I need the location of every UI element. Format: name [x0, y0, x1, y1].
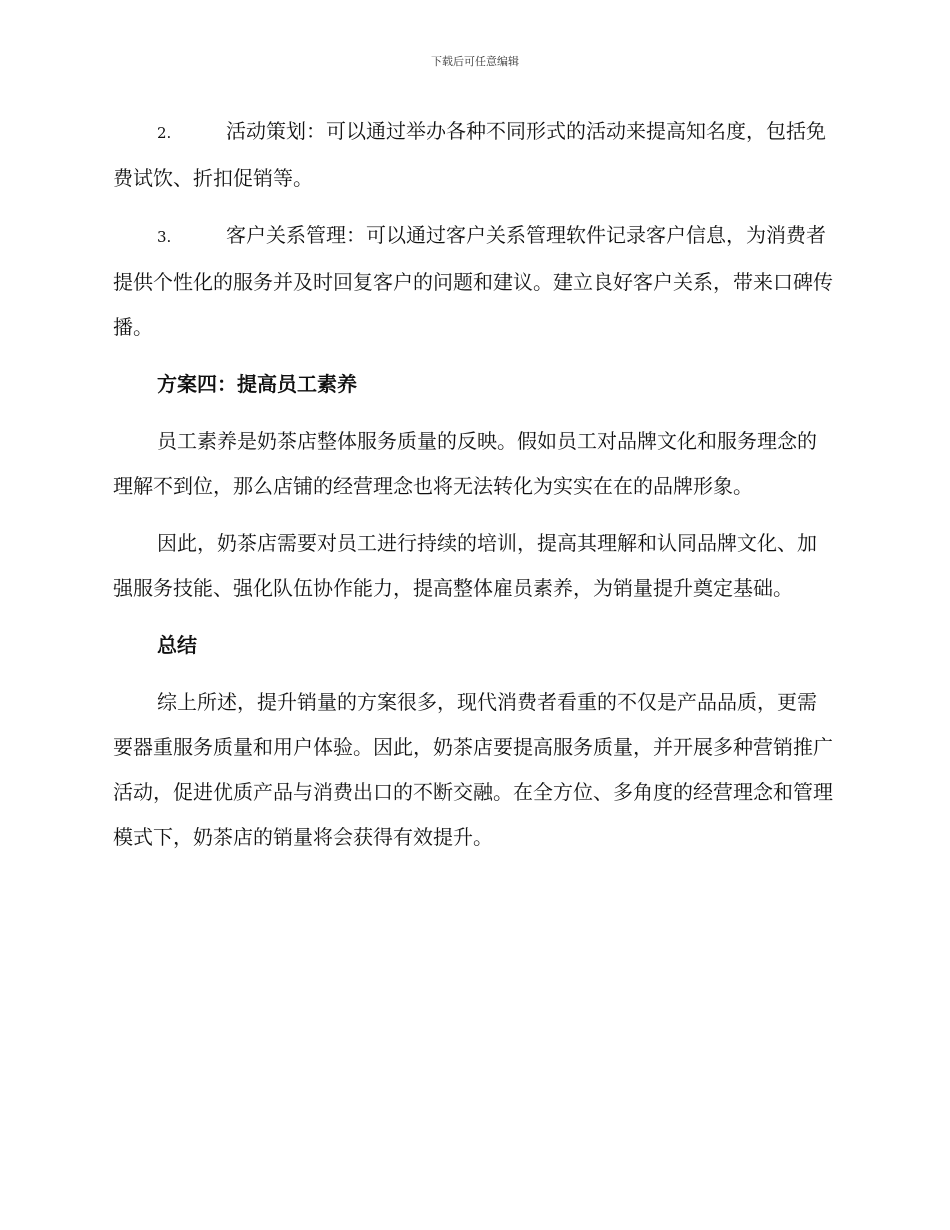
paragraph: 员工素养是奶茶店整体服务质量的反映。假如员工对品牌文化和服务理念的理解不到位，那么店铺的经营理念也将无法转化为实实在在的品牌形象。 — [113, 429, 817, 498]
list-text: 活动策划：可以通过举办各种不同形式的活动来提高知名度，包括免费试饮、折扣促销等。 — [113, 119, 826, 190]
section-heading: 方案四：提高员工素养 — [157, 372, 357, 396]
paragraph: 综上所述，提升销量的方案很多，现代消费者看重的不仅是产品品质，更需要器重服务质量和用户体验。因此，奶茶店要提高服务质量，并开展多种营销推广活动，促进优质产品与消费出口的不断交融。在全方位、多角度的经营理念和管理模式下，奶茶店的销量将会获得有效提升。 — [113, 690, 833, 849]
section-heading: 总结 — [157, 633, 197, 657]
paragraph: 因此，奶茶店需要对员工进行持续的培训，提高其理解和认同品牌文化、加强服务技能、强化队伍协作能力，提高整体雇员素养，为销量提升奠定基础。 — [113, 531, 817, 600]
list-item — [113, 109, 835, 201]
document-body — [113, 109, 835, 872]
list-item — [113, 213, 835, 350]
list-number: 3. — [157, 228, 172, 246]
page-header: 下载后可任意编辑 — [431, 55, 519, 68]
list-text: 客户关系管理：可以通过客户关系管理软件记录客户信息，为消费者提供个性化的服务并及时回复客户的问题和建议。建立良好客户关系，带来口碑传播。 — [113, 223, 833, 339]
list-number: 2. — [157, 124, 172, 142]
